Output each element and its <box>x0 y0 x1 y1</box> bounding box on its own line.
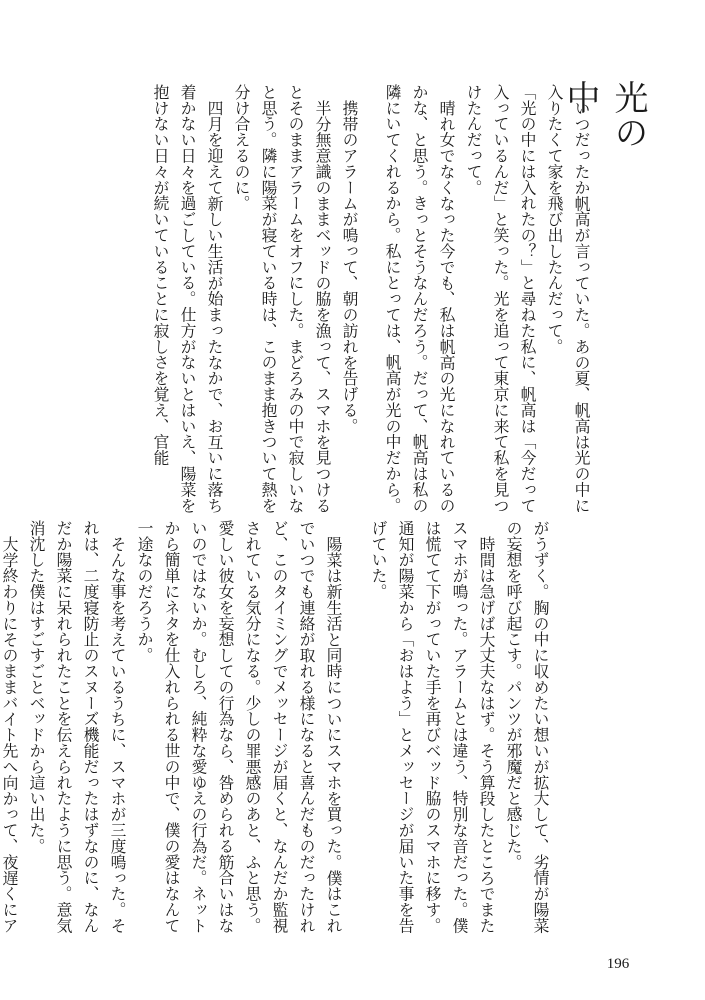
paragraph: 陽菜は新生活と同時についにスマホを買った。僕はこれでいつでも連絡が取れる様になると喜んだものだったけれど、このタイミングでメッセージが届くと、なんだか監視されている気分になる。少しの罪悪感のあと、ふと思う。愛しい彼女を妄想しての行為なら、咎められる筋合いはないのではないか。むしろ、純粋な愛ゆえの行為だ。ネットから簡単にネタを仕入れられる世の中で、僕の愛はなんて一途なのだろうか。 <box>135 520 343 934</box>
text-column-top-left <box>93 84 363 514</box>
paragraph: 晴れ女でなくなった今でも、私は帆高の光になれているのかな、と思う。きっとそうなんだろう。だって、帆高は私の隣にいてくれるから。私にとっては、帆高が光の中だから。 <box>383 84 456 514</box>
paragraph: 四月を迎えて新しい生活が始まったなかで、お互いに落ち着かない日々を過ごしている。仕方がないとはいえ、陽菜を抱けない日々が続いていることに寂しさを覚え、官能 <box>151 84 224 514</box>
paragraph: そんな事を考えているうちに、スマホが三度鳴った。それは、二度寝防止のスヌーズ機能だったはずなのに、なんだか陽菜に呆れられたことを伝えられたように思う。意気消沈した僕はすごすごとベッドから這い出た。 <box>27 520 127 934</box>
page-number: 196 <box>606 956 630 972</box>
paragraph: 半分無意識のままベッドの脇を漁って、スマホを見つけるとそのままアラームをオフにした。まどろみの中で寂しいなと思う。隣に陽菜が寝ている時は、このまま抱きついて熱を分け合えるのに。 <box>232 84 332 514</box>
paragraph: 時間は急げば大丈夫なはず。そう算段したところでまたスマホが鳴った。アラームとは違う、特別な音だった。僕は慌てて下がっていた手を再びベッド脇のスマホに移す。通知が陽菜から「おはよう」とメッセージが届いた事を告げていた。 <box>369 520 496 934</box>
text-column-bottom-right <box>339 520 554 948</box>
text-column-bottom-left <box>0 520 347 948</box>
chapter-title: 光の中 <box>560 80 648 150</box>
paragraph: がうずく。胸の中に収めたい想いが拡大して、劣情が陽菜の妄想を呼び起こす。パンツが邪魔だと感じた。 <box>504 520 550 934</box>
paragraph: 「光の中には入れたの？」と尋ねた私に、帆高は「今だって入っているんだ」と笑った。光を追って東京に来て私を見つけたんだって。 <box>464 84 537 514</box>
paragraph: 携帯のアラームが鳴って、朝の訪れを告げる。 <box>340 99 359 434</box>
text-column-top-right <box>355 84 595 514</box>
paragraph: いつだったか帆高が言っていた。あの夏、帆高は光の中に入りたくて家を飛び出したんだって。 <box>545 84 591 514</box>
paragraph: 大学終わりにそのままバイト先へ向かって、夜遅くにア <box>0 535 19 934</box>
